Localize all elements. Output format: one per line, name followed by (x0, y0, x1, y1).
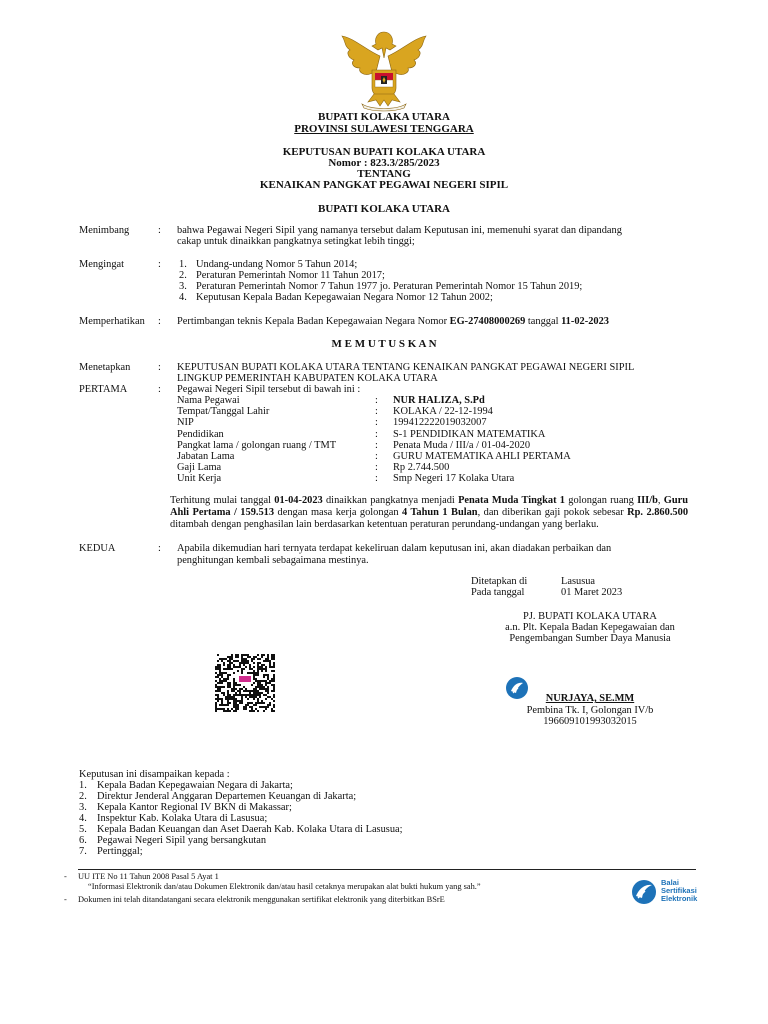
paragraph-text: dengan masa kerja golongan (274, 506, 403, 518)
memutuskan-heading: M E M U T U S K A N (331, 338, 437, 350)
field-colon: : (375, 440, 378, 451)
bkn-reference-number: EG-27408000269 (449, 316, 526, 327)
memperhatikan-text (177, 316, 609, 328)
list-item: Peraturan Pemerintah Nomor 11 Tahun 2017; (196, 270, 385, 281)
signer-title-2: a.n. Plt. Kepala Badan Kepegawaian dan (505, 622, 675, 633)
promotion-paragraph (170, 495, 688, 530)
province-line (0, 123, 768, 135)
mengingat-colon: : (158, 259, 161, 270)
decree-subject: KENAIKAN PANGKAT PEGAWAI NEGERI SIPIL (259, 179, 509, 191)
list-item-number: 3. (79, 802, 87, 813)
list-item: Inspektur Kab. Kolaka Utara di Lasusua; (97, 813, 268, 824)
kedua-line-1: Apabila dikemudian hari ternyata terdapat kekeliruan dalam keputusan ini, akan diadakan perbaikan dan (177, 543, 612, 554)
list-item: Pegawai Negeri Sipil yang bersangkutan (97, 835, 267, 846)
distribution-intro: Keputusan ini disampaikan kepada : (79, 769, 230, 780)
field-value: S-1 PENDIDIKAN MATEMATIKA (393, 429, 546, 440)
list-item-number: 3. (179, 281, 187, 292)
signer-rank: Pembina Tk. I, Golongan IV/b (526, 705, 654, 716)
list-item: Kepala Badan Kepegawaian Negara di Jakarta; (97, 780, 293, 791)
paragraph-text: golongan ruang (565, 495, 638, 506)
kedua-label: KEDUA (79, 543, 116, 554)
date-label: Pada tanggal (471, 587, 525, 598)
field-label: Jabatan Lama (177, 451, 235, 462)
field-value: Smp Negeri 17 Kolaka Utara (393, 473, 515, 484)
list-item-number: 2. (79, 791, 87, 802)
tenure: 4 Tahun 1 Bulan (402, 506, 478, 518)
field-colon: : (375, 451, 378, 462)
list-item-number: 1. (79, 780, 87, 791)
place-label: Ditetapkan di (471, 576, 528, 587)
list-item-number: 7. (79, 846, 87, 857)
footer-divider (78, 869, 696, 870)
menetapkan-line-2: LINGKUP PEMERINTAH KABUPATEN KOLAKA UTARA (177, 373, 438, 384)
new-grade: III/b (637, 495, 658, 506)
signer-name (487, 693, 693, 705)
paragraph-text: dinaikkan pangkatnya menjadi (322, 495, 459, 506)
field-value: GURU MATEMATIKA AHLI PERTAMA (393, 451, 571, 462)
pertama-colon: : (158, 384, 161, 395)
field-label: Tempat/Tanggal Lahir (177, 406, 270, 417)
field-colon: : (375, 473, 378, 484)
list-item-number: 6. (79, 835, 87, 846)
decree-number: Nomor : 823.3/285/2023 (328, 157, 440, 169)
field-label: Nama Pegawai (177, 395, 240, 406)
footer-esign-note: Dokumen ini telah ditandatangani secara elektronik menggunakan sertifikat elektronik yang diterbitkan BSrE (78, 895, 445, 904)
footer-dash: - (64, 895, 67, 904)
list-item: Kepala Badan Keuangan dan Aset Daerah Kab. Kolaka Utara di Lasusua; (97, 824, 403, 835)
signer-nip: 196609101993032015 (543, 716, 637, 727)
field-value: 199412222019032007 (393, 417, 487, 428)
menimbang-line-2: cakap untuk dinaikkan pangkatnya setingkat lebih tinggi; (177, 236, 415, 247)
paragraph-text: , (657, 495, 664, 506)
menimbang-line-1: bahwa Pegawai Negeri Sipil yang namanya tersebut dalam Keputusan ini, memenuhi syarat dan dipandang (177, 225, 622, 236)
footer-dash: - (64, 872, 67, 881)
footer-law: UU ITE No 11 Tahun 2008 Pasal 5 Ayat 1 (78, 872, 219, 881)
decree-issuer: BUPATI KOLAKA UTARA (317, 203, 450, 215)
kedua-colon: : (158, 543, 161, 554)
menetapkan-colon: : (158, 362, 161, 373)
paragraph-text: ditambah dengan penghasilan lain berdasarkan ketentuan peraturan perundang-undangan yang berlaku. (170, 518, 599, 530)
memperhatikan-text-before: Pertimbangan teknis Kepala Badan Kepegawaian Negara Nomor (177, 316, 450, 327)
field-label: NIP (177, 417, 194, 428)
signer-title-3: Pengembangan Sumber Daya Manusia (509, 633, 671, 644)
field-value: KOLAKA / 22-12-1994 (393, 406, 493, 417)
list-item: Direktur Jenderal Anggaran Departemen Keuangan di Jakarta; (97, 791, 357, 802)
field-colon: : (375, 429, 378, 440)
list-item: Keputusan Kepala Badan Kepegawaian Negara Nomor 12 Tahun 2002; (196, 292, 493, 303)
field-value: Penata Muda / III/a / 01-04-2020 (393, 440, 531, 451)
list-item: Pertinggal; (97, 846, 143, 857)
kedua-line-2: penghitungan kembali sebagaimana mestinya. (177, 555, 369, 566)
list-item: Undang-undang Nomor 5 Tahun 2014; (196, 259, 358, 270)
new-salary: Rp. 2.860.500 (627, 506, 689, 518)
list-item-number: 2. (179, 270, 187, 281)
province-name: PROVINSI SULAWESI TENGGARA (294, 123, 474, 135)
menetapkan-label: Menetapkan (79, 362, 131, 373)
footer-quote: “Informasi Elektronik dan/atau Dokumen Elektronik dan/atau hasil cetaknya merupakan alat bukti hukum yang sah.” (88, 882, 481, 891)
garuda-emblem-icon (336, 28, 432, 112)
list-item: Kepala Kantor Regional IV BKN di Makassar; (97, 802, 292, 813)
memperhatikan-label: Memperhatikan (79, 316, 145, 327)
signer-title-1: PJ. BUPATI KOLAKA UTARA (523, 611, 657, 622)
menimbang-colon: : (158, 225, 161, 236)
field-label: Pendidikan (177, 429, 224, 440)
new-rank: Penata Muda Tingkat 1 (458, 495, 565, 506)
place-value: Lasusua (561, 576, 596, 587)
decree-title: KEPUTUSAN BUPATI KOLAKA UTARA (282, 146, 486, 158)
qr-code-icon (215, 654, 275, 712)
field-colon: : (375, 462, 378, 473)
employee-name: NUR HALIZA, S.Pd (393, 395, 485, 406)
new-position: Guru Ahli Pertama / 159.513 (170, 495, 688, 518)
pertama-label: PERTAMA (79, 384, 128, 395)
field-label: Pangkat lama / golongan ruang / TMT (177, 440, 337, 451)
menimbang-label: Menimbang (79, 225, 130, 236)
list-item: Peraturan Pemerintah Nomor 7 Tahun 1977 jo. Peraturan Pemerintah Nomor 15 Tahun 2019; (196, 281, 583, 292)
field-label: Gaji Lama (177, 462, 222, 473)
field-colon: : (375, 417, 378, 428)
bsre-logo-text: Balai Sertifikasi Elektronik (661, 878, 698, 903)
issuer-line: BUPATI KOLAKA UTARA (317, 111, 450, 123)
field-colon: : (375, 406, 378, 417)
list-item-number: 1. (179, 259, 187, 270)
date-value: 01 Maret 2023 (561, 587, 623, 598)
paragraph-text: , dan diberikan gaji pokok sebesar (477, 506, 628, 518)
signer-name-text: NURJAYA, SE.MM (545, 693, 635, 704)
paragraph-text: Terhitung mulai tanggal (170, 495, 275, 506)
mengingat-label: Mengingat (79, 259, 125, 270)
memperhatikan-colon: : (158, 316, 161, 327)
decree-about: TENTANG (357, 168, 411, 180)
field-colon: : (375, 395, 378, 406)
field-value: Rp 2.744.500 (393, 462, 450, 473)
memperhatikan-text-mid: tanggal (525, 316, 562, 327)
menetapkan-line-1: KEPUTUSAN BUPATI KOLAKA UTARA TENTANG KENAIKAN PANGKAT PEGAWAI NEGERI SIPIL (177, 362, 635, 373)
effective-date: 01-04-2023 (274, 495, 323, 506)
field-label: Unit Kerja (177, 473, 222, 484)
list-item-number: 4. (179, 292, 187, 303)
pertama-intro: Pegawai Negeri Sipil tersebut di bawah ini : (177, 384, 361, 395)
bkn-reference-date: 11-02-2023 (561, 316, 609, 327)
list-item-number: 4. (79, 813, 87, 824)
list-item-number: 5. (79, 824, 87, 835)
